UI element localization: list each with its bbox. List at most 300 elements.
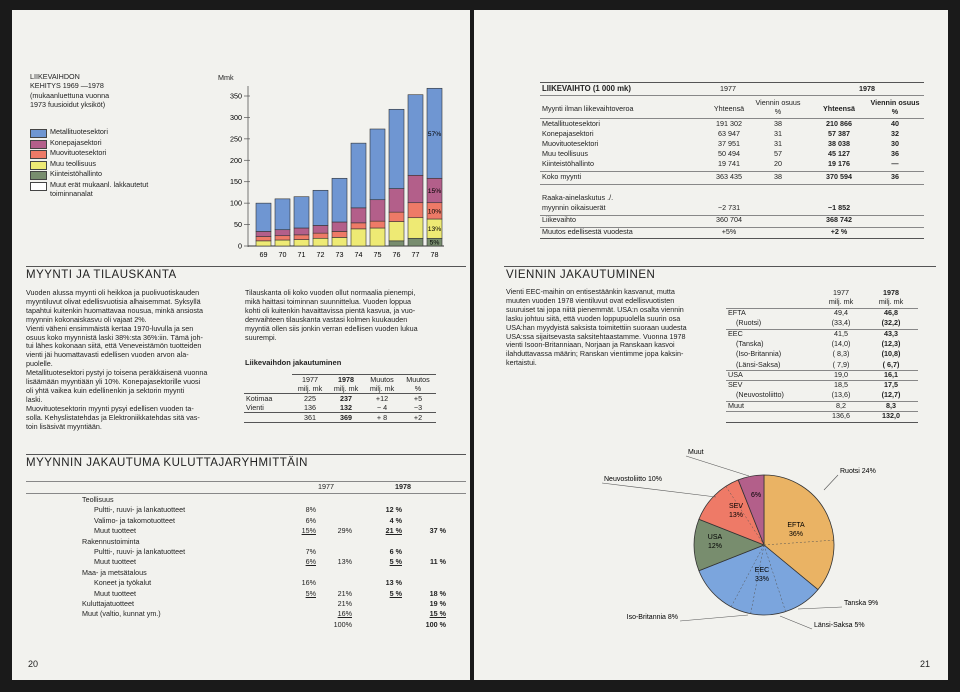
viennin-1978: 132,0	[882, 411, 900, 420]
liikevaihto-cell: 36	[891, 149, 899, 158]
liikevaihto-cell: +2 %	[830, 227, 848, 236]
viennin-unit: milj. mk	[828, 297, 854, 306]
table-rule	[540, 184, 924, 185]
bar-segment	[408, 238, 423, 246]
liikevaihto-cell: 30	[891, 139, 899, 148]
kulutus-label: Koneet ja työkalut	[94, 578, 152, 588]
y-tick-label: 150	[230, 177, 242, 187]
liikevaihto-cell: 363 435	[716, 172, 742, 181]
kulutus-label: Kuluttajatuotteet	[82, 599, 134, 608]
viennin-1977: (13,6)	[831, 390, 851, 400]
liikevaihto-cell: −2 731	[717, 203, 741, 212]
pie-label-eec: EEC	[754, 567, 770, 574]
jak-cell: − 4	[376, 403, 388, 412]
pie-label-efta-pct: 36%	[788, 531, 804, 538]
bar-segment	[256, 231, 271, 236]
text-line: kohti oli kuitenkin havaittavissa pientä kasvua, ja vuo-	[245, 305, 416, 315]
callout-line	[798, 607, 842, 609]
callout-line	[680, 615, 748, 621]
viennin-1978: (12,7)	[881, 390, 901, 400]
legend-label: Konepajasektori	[50, 137, 102, 147]
callout-line	[780, 616, 812, 629]
kulutus-cell: 6 %	[389, 547, 402, 556]
kulutus-label: Valimo- ja takomotuotteet	[94, 515, 175, 525]
text-line: laski.	[26, 394, 43, 404]
kulutus-year-1977: 1977	[318, 482, 334, 491]
kulutus-cell: 21%	[337, 588, 352, 598]
liikevaihto-cell: Raaka-ainelaskutus ./.	[542, 193, 614, 202]
liikevaihto-cell: Muu teollisuus	[542, 149, 588, 158]
liikevaihto-cell: 31	[774, 129, 782, 138]
text-line: toin lisäsivät myyntiään.	[26, 421, 102, 431]
chart-unit: Mmk	[218, 73, 234, 82]
liikevaihto-cell: Metallituotesektori	[542, 119, 600, 128]
kulutus-row	[26, 579, 466, 589]
kulutus-label: Muut tuotteet	[94, 526, 136, 536]
bar-segment	[389, 222, 404, 241]
liikevaihto-cell: 57 387	[828, 129, 850, 138]
x-tick-label: 71	[297, 250, 306, 259]
liikevaihto-cell: 50 494	[718, 149, 740, 158]
liikevaihto-title: LIIKEVAIHTO (1 000 mk)	[542, 84, 631, 93]
kulutus-cell: 15%	[301, 526, 316, 536]
liikevaihto-cell: —	[891, 159, 899, 168]
text-line: vienti jäi huomattavasti edellisen vuoden arvon ala-	[26, 350, 189, 360]
kulutus-cell: 11 %	[430, 557, 446, 567]
bar-segment	[370, 221, 385, 228]
liikevaihto-cell: 32	[891, 129, 899, 138]
right-page	[474, 10, 948, 680]
pie-label-eec-pct: 33%	[754, 576, 770, 583]
x-tick-label: 78	[430, 250, 439, 259]
bar-segment	[332, 222, 347, 231]
y-tick-label: 250	[230, 134, 242, 144]
section-rule	[26, 266, 466, 267]
liikevaihto-cell: 370 594	[826, 172, 852, 181]
callout-muut: Muut	[688, 449, 704, 456]
liikevaihto-col-head: Viennin osuus %	[870, 98, 920, 116]
viennin-label: (Ruotsi)	[736, 318, 762, 328]
bar-segment	[408, 95, 423, 176]
jak-cell: −3	[413, 403, 423, 412]
legend-label: Muut erät mukaanl. lakkautetut toiminnanalat	[50, 180, 149, 198]
kulutus-cell: 5 %	[389, 588, 402, 598]
viennin-1978: (10,8)	[881, 349, 901, 359]
viennin-unit: milj. mk	[878, 297, 904, 306]
callout-line	[686, 456, 749, 476]
bar-segment	[370, 129, 385, 200]
bar-segment	[275, 199, 290, 230]
legend-item	[30, 149, 230, 159]
viennin-1978: 43,3	[884, 328, 898, 338]
viennin-1978: 8,3	[886, 400, 896, 410]
x-tick-label: 70	[278, 250, 287, 259]
kulutus-row	[26, 527, 466, 537]
viennin-1978: ( 6,7)	[882, 359, 900, 369]
text-line: myyntiluvut olivat edellisvuotisia alhaisemmat. Syksyllä	[26, 296, 201, 306]
pie-label-sev: SEV	[728, 503, 744, 510]
text-line: lisäämään myyntiään yli 10%. Konepajasektorille vuosi	[26, 377, 201, 387]
viennin-1977: 136,6	[832, 411, 850, 420]
table-rule	[540, 238, 924, 239]
text-line: Tilauskanta oli koko vuoden ollut normaalia pienempi,	[245, 288, 416, 297]
table-rule	[726, 422, 918, 423]
text-line: suuruiset tai jopa niitä pienemmät. USA:n osalta viennin	[506, 304, 684, 314]
jak-sub: milj. mk	[297, 384, 323, 393]
jakautuminen-heading: Liikevaihdon jakautuminen	[245, 358, 342, 367]
page-number-left: 20	[28, 659, 39, 669]
bar-segment	[275, 236, 290, 240]
viennin-1977: ( 7,9)	[832, 359, 850, 369]
kulutus-cell: 5%	[305, 588, 316, 598]
liikevaihto-row	[540, 216, 924, 226]
viennin-1977: 49,4	[834, 308, 848, 317]
legend-item	[30, 180, 230, 198]
text-line: lasku johtuu siitä, että vuoden loppupuolella suurin osa	[506, 313, 681, 323]
table-rule	[26, 493, 466, 494]
text-line: tui lähes kokonaan siitä, että Veneveistämön tuotteiden	[26, 341, 202, 351]
kulutus-label: Muut (valtio, kunnat ym.)	[82, 609, 161, 619]
jak-sub: %	[414, 384, 422, 393]
viennin-label: SEV	[728, 380, 743, 390]
kulutus-label: Pultti-, ruuvi- ja lankatuotteet	[94, 505, 186, 515]
heading-myynti: MYYNTI JA TILAUSKANTA	[26, 269, 177, 281]
segment-percent-label: 10%	[427, 208, 442, 216]
liikevaihto-cell: 19 176	[828, 159, 850, 168]
legend-swatch	[30, 140, 47, 149]
kulutus-cell: 12 %	[385, 505, 402, 515]
kulutus-cell: 6%	[305, 515, 316, 525]
jak-sub: milj. mk	[369, 384, 395, 393]
callout-iso-britannia: Iso-Britannia 8%	[626, 614, 678, 621]
kulutus-cell: 4 %	[389, 515, 402, 525]
kulutus-cell: 19 %	[429, 599, 446, 608]
kulutus-cell: 6%	[305, 557, 316, 567]
myynti-text-col2	[245, 289, 418, 342]
liikevaihto-cell: Koko myynti	[542, 172, 582, 181]
y-tick-label: 100	[230, 198, 242, 208]
kulutus-cell: 15 %	[429, 609, 446, 619]
jak-head-1978: 1978	[328, 375, 364, 385]
bar-segment	[389, 109, 404, 188]
bar-segment	[275, 230, 290, 236]
text-line: kertaistui.	[506, 358, 537, 368]
viennin-1978: 16,1	[884, 369, 898, 379]
y-tick-label: 350	[230, 91, 242, 101]
chart-legend-title: LIIKEVAIHDON KEHITYS 1969 —1978 (mukaanluettuna vuonna 1973 fuusioidut yksiköt)	[30, 72, 110, 110]
legend-swatch	[30, 161, 47, 170]
jak-cell: Vienti	[246, 403, 264, 412]
bar-segment	[256, 203, 271, 231]
kulutus-label: Muut tuotteet	[94, 588, 136, 598]
kulutus-label: Pultti-, ruuvi- ja lankatuotteet	[94, 547, 186, 556]
liikevaihto-cell: 38	[774, 119, 782, 128]
liikevaihto-col-head: Yhteensä	[823, 104, 855, 113]
legend-item	[30, 170, 230, 180]
bar-segment	[408, 175, 423, 202]
myynti-text-col1	[26, 289, 207, 432]
liikevaihto-cell: 210 866	[826, 119, 852, 128]
bar-segment	[389, 212, 404, 221]
callout-tanska: Tanska 9%	[844, 600, 879, 607]
kulutus-row	[26, 610, 466, 620]
viennin-1977: ( 8,3)	[832, 349, 850, 359]
callout-ruotsi: Ruotsi 24%	[840, 468, 876, 475]
legend-label: Kiinteistöhallinto	[50, 169, 102, 179]
x-tick-label: 73	[335, 250, 344, 259]
viennin-text	[506, 288, 687, 368]
liikevaihto-col-head: Yhteensä	[713, 104, 745, 113]
segment-percent-label: 57%	[427, 130, 442, 138]
kulutus-cell: 13%	[337, 557, 352, 567]
viennin-label: EEC	[728, 328, 743, 338]
bar-segment	[294, 240, 309, 246]
text-line: mikä haittasi toiminnan suunnittelua. Vuoden loppua	[245, 296, 411, 306]
liikevaihto-cell: 191 302	[716, 119, 742, 128]
viennin-label: EFTA	[728, 308, 746, 317]
kulutus-year-1978: 1978	[395, 482, 411, 491]
jak-cell: 237	[340, 394, 352, 403]
x-tick-label: 74	[354, 250, 363, 259]
liikevaihto-cell: +5%	[721, 227, 737, 236]
text-line: USA:han myydyistä saksista toimitettiin suoraan uudesta	[506, 322, 687, 332]
viennin-1978: 46,8	[884, 308, 898, 317]
liikevaihto-cell: 20	[774, 159, 782, 168]
kulutus-cell: 5 %	[389, 557, 402, 567]
jak-total: 361	[304, 413, 316, 422]
bar-segment	[389, 241, 404, 246]
liikevaihto-cell: 37 951	[718, 139, 740, 148]
liikevaihto-row	[540, 160, 924, 170]
kulutus-cell: 100%	[333, 619, 352, 629]
liikevaihto-cell: myynnin oikaisuerät	[542, 203, 606, 212]
liikevaihto-cell: 19 741	[718, 159, 740, 168]
chart-legend	[30, 128, 210, 218]
viennin-1977: 18,5	[834, 380, 848, 390]
bar-segment	[332, 237, 347, 246]
bar-segment	[313, 225, 328, 233]
x-tick-label: 72	[316, 250, 325, 259]
kulutus-row	[26, 621, 466, 631]
viennin-1978: (32,2)	[881, 318, 901, 328]
left-page	[12, 10, 470, 680]
jak-head-muutos-pct: Muutos	[400, 375, 436, 385]
text-line: Vuoden alussa myynti oli heikkoa ja puolivuotiskauden	[26, 288, 200, 297]
heading-viennin: VIENNIN JAKAUTUMINEN	[506, 269, 656, 281]
legend-item	[30, 160, 230, 170]
viennin-label: USA	[728, 369, 743, 379]
kulutus-cell: 16%	[301, 578, 316, 588]
text-line: USA:ssa sijaitsevasta saksitehtaastamme. Vuonna 1978	[506, 331, 686, 341]
jak-total: 369	[340, 413, 352, 422]
x-tick-label: 69	[259, 250, 268, 259]
kulutus-cell: 21 %	[385, 526, 402, 536]
table-rule	[540, 82, 924, 83]
legend-label: Metallituotesektori	[50, 127, 108, 136]
text-line: oli yhtä vaikea kuin edellinenkin ja sektorin myynti	[26, 385, 185, 395]
segment-percent-label: 15%	[427, 188, 442, 195]
kulutus-label: Rakennustoiminta	[82, 536, 140, 546]
text-line: suurempi.	[245, 332, 277, 342]
viennin-label: (Iso-Britannia)	[736, 349, 782, 359]
liikevaihto-year-1977: 1977	[720, 84, 736, 93]
kulutus-label: Maa- ja metsätalous	[82, 567, 147, 577]
kulutus-cell: 18 %	[429, 588, 446, 598]
bar-segment	[332, 178, 347, 222]
pie-label-efta: EFTA	[787, 522, 805, 529]
section-rule	[504, 266, 936, 267]
bar-segment	[256, 241, 271, 246]
bar-segment	[294, 228, 309, 235]
viennin-1978: 17,5	[884, 380, 898, 390]
liikevaihto-cell: Konepajasektori	[542, 129, 594, 138]
text-line: myynnin kokonaiskasvu oli vajaat 2%.	[26, 314, 147, 324]
jak-total: + 8	[376, 413, 388, 422]
kulutus-cell: 100 %	[425, 619, 446, 629]
jakautuminen-table	[244, 374, 436, 423]
jak-head-muutos: Muutos	[364, 375, 400, 385]
jak-cell: 136	[304, 403, 316, 412]
export-pie-chart	[584, 435, 934, 650]
jak-sub: milj. mk	[333, 384, 359, 393]
text-line: muuten vuoden 1978 vientiluvut ovat edellisvuotisten	[506, 295, 675, 305]
viennin-1977: 41,5	[834, 328, 848, 338]
liikevaihto-cell: 31	[774, 139, 782, 148]
liikevaihto-row	[540, 228, 924, 238]
text-line: myyntiä ollen siis jonkin verran edellisen vuoden lukua	[245, 323, 418, 333]
text-line: osuus koko myynnistä laski 38%:sta 36%:iin. Tämä joh-	[26, 332, 203, 342]
segment-percent-label: 5%	[429, 239, 440, 247]
liikevaihto-row	[540, 173, 924, 183]
viennin-label: (Neuvostoliitto)	[736, 390, 784, 400]
viennin-1977: (14,0)	[831, 338, 851, 348]
text-line: Metallituotesektori pystyi jo toisena peräkkäisenä vuonna	[26, 368, 208, 378]
segment-percent-label: 13%	[427, 226, 442, 234]
liikevaihto-cell: 63 947	[718, 129, 740, 138]
legend-swatch	[30, 150, 47, 159]
kulutus-cell: 37 %	[429, 526, 446, 536]
heading-kulutus: MYYNNIN JAKAUTUMA KULUTTAJARYHMITTÄIN	[26, 457, 308, 469]
bar-segment	[313, 238, 328, 246]
callout-lansi-saksa: Länsi-Saksa 5%	[814, 622, 865, 629]
page-number-right: 21	[920, 659, 931, 669]
jak-cell: 225	[304, 394, 316, 403]
bar-segment	[294, 235, 309, 240]
liikevaihto-cell: 57	[774, 149, 782, 158]
liikevaihto-row	[540, 204, 924, 214]
kulutus-label: Teollisuus	[82, 495, 114, 504]
section-rule	[26, 454, 466, 455]
kulutus-cell: 16%	[337, 609, 352, 619]
text-line: puolelle.	[26, 359, 53, 369]
kulutus-label: Muut tuotteet	[94, 557, 136, 567]
liikevaihto-cell: 36	[891, 172, 899, 181]
viennin-label: Muut	[728, 400, 744, 410]
bar-segment	[389, 189, 404, 213]
legend-swatch	[30, 182, 47, 191]
liikevaihto-cell: Muovituotesektori	[542, 139, 599, 148]
jak-total	[244, 413, 292, 423]
liikevaihto-cell: Muutos edellisestä vuodesta	[542, 227, 633, 236]
liikevaihto-cell: 360 704	[716, 215, 742, 224]
x-tick-label: 76	[392, 250, 401, 259]
liikevaihto-cell: 45 127	[828, 149, 850, 158]
bar-segment	[351, 223, 366, 229]
kulutus-cell: 29%	[337, 526, 352, 536]
bar-segment	[351, 143, 366, 208]
bar-segment	[408, 218, 423, 239]
y-tick-label: 200	[230, 155, 242, 165]
liikevaihto-cell: Kiinteistöhallinto	[542, 159, 594, 168]
bar-segment	[313, 190, 328, 225]
jak-total: +2	[413, 413, 423, 422]
pie-label-sev-pct: 13%	[728, 512, 744, 519]
viennin-label: (Länsi-Saksa)	[736, 359, 781, 369]
jak-cell: 132	[340, 403, 352, 412]
liikevaihto-cell: 40	[891, 119, 899, 128]
text-line: vienti Isoon-Britanniaan, Norjaan ja Ranskaan kasvoi	[506, 340, 675, 350]
jak-cell: +5	[413, 394, 423, 403]
liikevaihto-row-head: Myynti ilman liikevaihtoveroa	[542, 104, 634, 113]
text-line: ilahduttavassa määrin; Ranskan vientimme jopa kaksin-	[506, 349, 684, 359]
bar-segment	[351, 208, 366, 223]
bar-segment	[351, 229, 366, 246]
liikevaihto-col-head: Viennin osuus %	[755, 98, 801, 116]
bar-segment	[370, 200, 385, 221]
bar-segment	[256, 237, 271, 241]
jak-cell: Kotimaa	[246, 394, 273, 403]
bar-segment	[275, 240, 290, 246]
viennin-year-1977: 1977	[833, 288, 849, 297]
kulutus-cell: 13 %	[385, 578, 402, 588]
bar-chart	[202, 74, 452, 264]
x-tick-label: 75	[373, 250, 382, 259]
text-line: tapahtui kuitenkin huomattavaa nousua, minkä ansiosta	[26, 305, 204, 315]
liikevaihto-cell: −1 852	[827, 203, 851, 212]
kulutus-cell: 21%	[337, 599, 352, 608]
bar-segment	[294, 197, 309, 228]
legend-swatch	[30, 129, 47, 138]
text-line: denvaihteen tilauskanta vastasi kolmen kuukauden	[245, 314, 408, 324]
kulutus-row	[26, 506, 466, 516]
bar-segment	[332, 231, 347, 237]
viennin-1977: 8,2	[836, 400, 846, 410]
text-line: Muovituotesektorin myynti pysyi edellisen vuoden ta-	[26, 403, 194, 413]
legend-label: Muovituotesektori	[50, 148, 107, 158]
jak-cell: +12	[375, 394, 389, 403]
kulutus-cell: 7%	[305, 547, 316, 556]
liikevaihto-cell: 38	[774, 172, 782, 181]
legend-item	[30, 128, 230, 138]
viennin-year-1978: 1978	[883, 288, 899, 297]
callout-neuvostoliitto: Neuvostoliitto 10%	[604, 476, 662, 483]
kulutus-cell: 8%	[305, 505, 316, 515]
pie-label-usa: USA	[707, 534, 723, 541]
legend-item	[30, 139, 230, 149]
kulutus-row	[26, 558, 466, 568]
bar-segment	[370, 228, 385, 246]
y-tick-label: 50	[234, 220, 242, 230]
y-tick-label: 0	[238, 241, 242, 251]
x-tick-label: 77	[411, 250, 420, 259]
viennin-1978: (12,3)	[881, 338, 901, 348]
callout-line	[824, 475, 838, 490]
text-line: Vienti EEC-maihin on entisestäänkin kasvanut, mutta	[506, 287, 675, 296]
table-rule	[540, 95, 924, 96]
liikevaihto-year-1978: 1978	[859, 84, 875, 93]
bar-segment	[313, 233, 328, 238]
text-line: Vienti väheni ensimmäistä kertaa 1970-luvulla ja sen	[26, 323, 194, 333]
